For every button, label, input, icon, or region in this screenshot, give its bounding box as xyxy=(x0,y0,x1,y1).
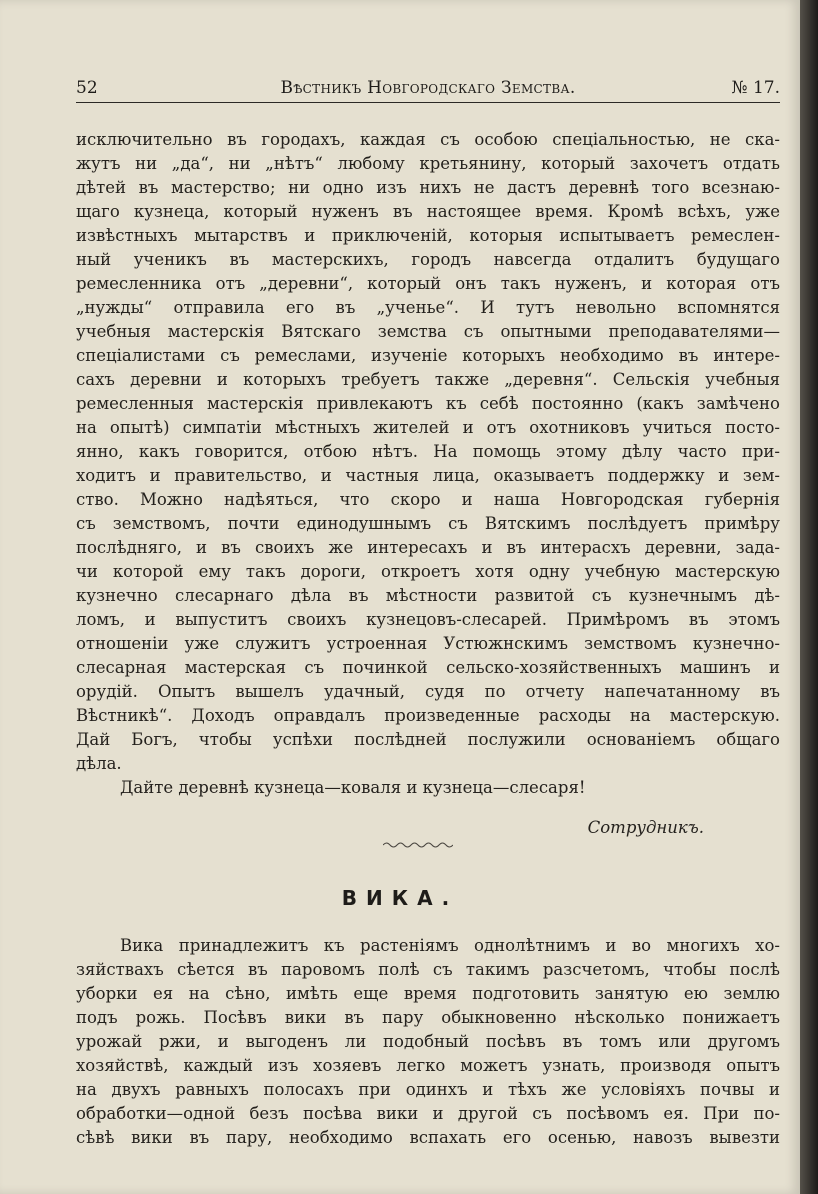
page-number: 52 xyxy=(76,78,98,98)
body-line: слесарная мастерская съ починкой сельско-хозяйственныхъ машинъ и xyxy=(76,658,780,677)
body-line: орудій. Опытъ вышелъ удачный, судя по отчету напечатанному въ xyxy=(76,682,780,701)
author-signature: Сотрудникъ. xyxy=(587,818,704,837)
body-line: чи которой ему такъ дороги, откроетъ хотя одну учебную мастерскую xyxy=(76,562,780,581)
body-line: отношеніи уже служитъ устроенная Устюжнскимъ земствомъ кузнечно- xyxy=(76,634,780,653)
body-line: спеціалистами съ ремеслами, изученіе которыхъ необходимо въ интере- xyxy=(76,346,780,365)
body-line: извѣстныхъ мытарствъ и приключеній, которыя испытываетъ ремеслен- xyxy=(76,226,780,245)
closing-line: Дайте деревнѣ кузнеца—коваля и кузнеца—слесаря! xyxy=(120,778,586,797)
body-line: на двухъ равныхъ полосахъ при одинхъ и тѣхъ же условіяхъ почвы и xyxy=(76,1080,780,1099)
section-title: ВИКА. xyxy=(341,886,459,910)
header-rule xyxy=(76,102,780,103)
body-line: послѣдняго, и въ своихъ же интересахъ и въ интерасхъ деревни, зада- xyxy=(76,538,780,557)
issue-number: № 17. xyxy=(731,78,780,98)
body-line: урожай ржи, и выгоденъ ли подобный посѣвъ въ томъ или другомъ xyxy=(76,1032,780,1051)
body-line: ремесленника отъ „деревни“, который онъ такъ нуженъ, и которая отъ xyxy=(76,274,780,293)
body-line: на опытѣ) симпатіи мѣстныхъ жителей и отъ охотниковъ учиться посто- xyxy=(76,418,780,437)
body-line: подъ рожь. Посѣвъ вики въ пару обыкновенно нѣсколько понижаетъ xyxy=(76,1008,780,1027)
body-line: обработки—одной безъ посѣва вики и другой съ посѣвомъ ея. При по- xyxy=(76,1104,780,1123)
wavy-divider xyxy=(383,841,453,849)
body-line: исключительно въ городахъ, каждая съ особою спеціальностью, не ска- xyxy=(76,130,780,149)
body-line: ный ученикъ въ мастерскихъ, городъ навсегда отдалитъ будущаго xyxy=(76,250,780,269)
body-line: учебныя мастерскія Вятскаго земства съ опытными преподавателями— xyxy=(76,322,780,341)
body-line: ремесленныя мастерскія привлекаютъ къ себѣ постоянно (какъ замѣчено xyxy=(76,394,780,413)
body-line: ломъ, и выпуститъ своихъ кузнецовъ-слесарей. Примѣромъ въ этомъ xyxy=(76,610,780,629)
body-line: ство. Можно надѣяться, что скоро и наша Новгородская губернія xyxy=(76,490,780,509)
body-line: зяйствахъ сѣется въ паровомъ полѣ съ такимъ разсчетомъ, чтобы послѣ xyxy=(76,960,780,979)
body-line: жутъ ни „да“, ни „нѣтъ“ любому кретьянину, который захочетъ отдать xyxy=(76,154,780,173)
body-line: сѣвѣ вики въ пару, необходимо вспахать его осенью, навозъ вывезти xyxy=(76,1128,780,1147)
body-line: уборки ея на сѣно, имѣть еще время подготовить занятую ею землю xyxy=(76,984,780,1003)
journal-title: Вѣстникъ Новгородскаго Земства. xyxy=(280,78,576,98)
body-line: съ земствомъ, почти единодушнымъ съ Вятскимъ послѣдуетъ примѣру xyxy=(76,514,780,533)
body-line: Вика принадлежитъ къ растеніямъ однолѣтнимъ и во многихъ хо- xyxy=(120,936,780,955)
body-line: Вѣстникѣ“. Доходъ оправдалъ произведенные расходы на мастерскую. xyxy=(76,706,780,725)
body-line: Дай Богъ, чтобы успѣхи послѣдней послужили основаніемъ общаго xyxy=(76,730,780,749)
body-line: ходитъ и правительство, и частныя лица, оказываетъ поддержку и зем- xyxy=(76,466,780,485)
body-line: хозяйствѣ, каждый изъ хозяевъ легко можетъ узнать, производя опытъ xyxy=(76,1056,780,1075)
body-line: сахъ деревни и которыхъ требуетъ также „деревня“. Сельскія учебныя xyxy=(76,370,780,389)
body-line: кузнечно слесарнаго дѣла въ мѣстности развитой съ кузнечнымъ дѣ- xyxy=(76,586,780,605)
body-line: дѣтей въ мастерство; ни одно изъ нихъ не дастъ деревнѣ того всезнаю- xyxy=(76,178,780,197)
body-line: дѣла. xyxy=(76,754,122,773)
body-line: янно, какъ говорится, отбою нѣтъ. На помощь этому дѣлу часто при- xyxy=(76,442,780,461)
page-edge-shadow xyxy=(800,0,818,1194)
body-line: щаго кузнеца, который нуженъ въ настоящее время. Кромѣ всѣхъ, уже xyxy=(76,202,780,221)
body-line: „нужды“ отправила его въ „ученье“. И тутъ невольно вспомнятся xyxy=(76,298,780,317)
